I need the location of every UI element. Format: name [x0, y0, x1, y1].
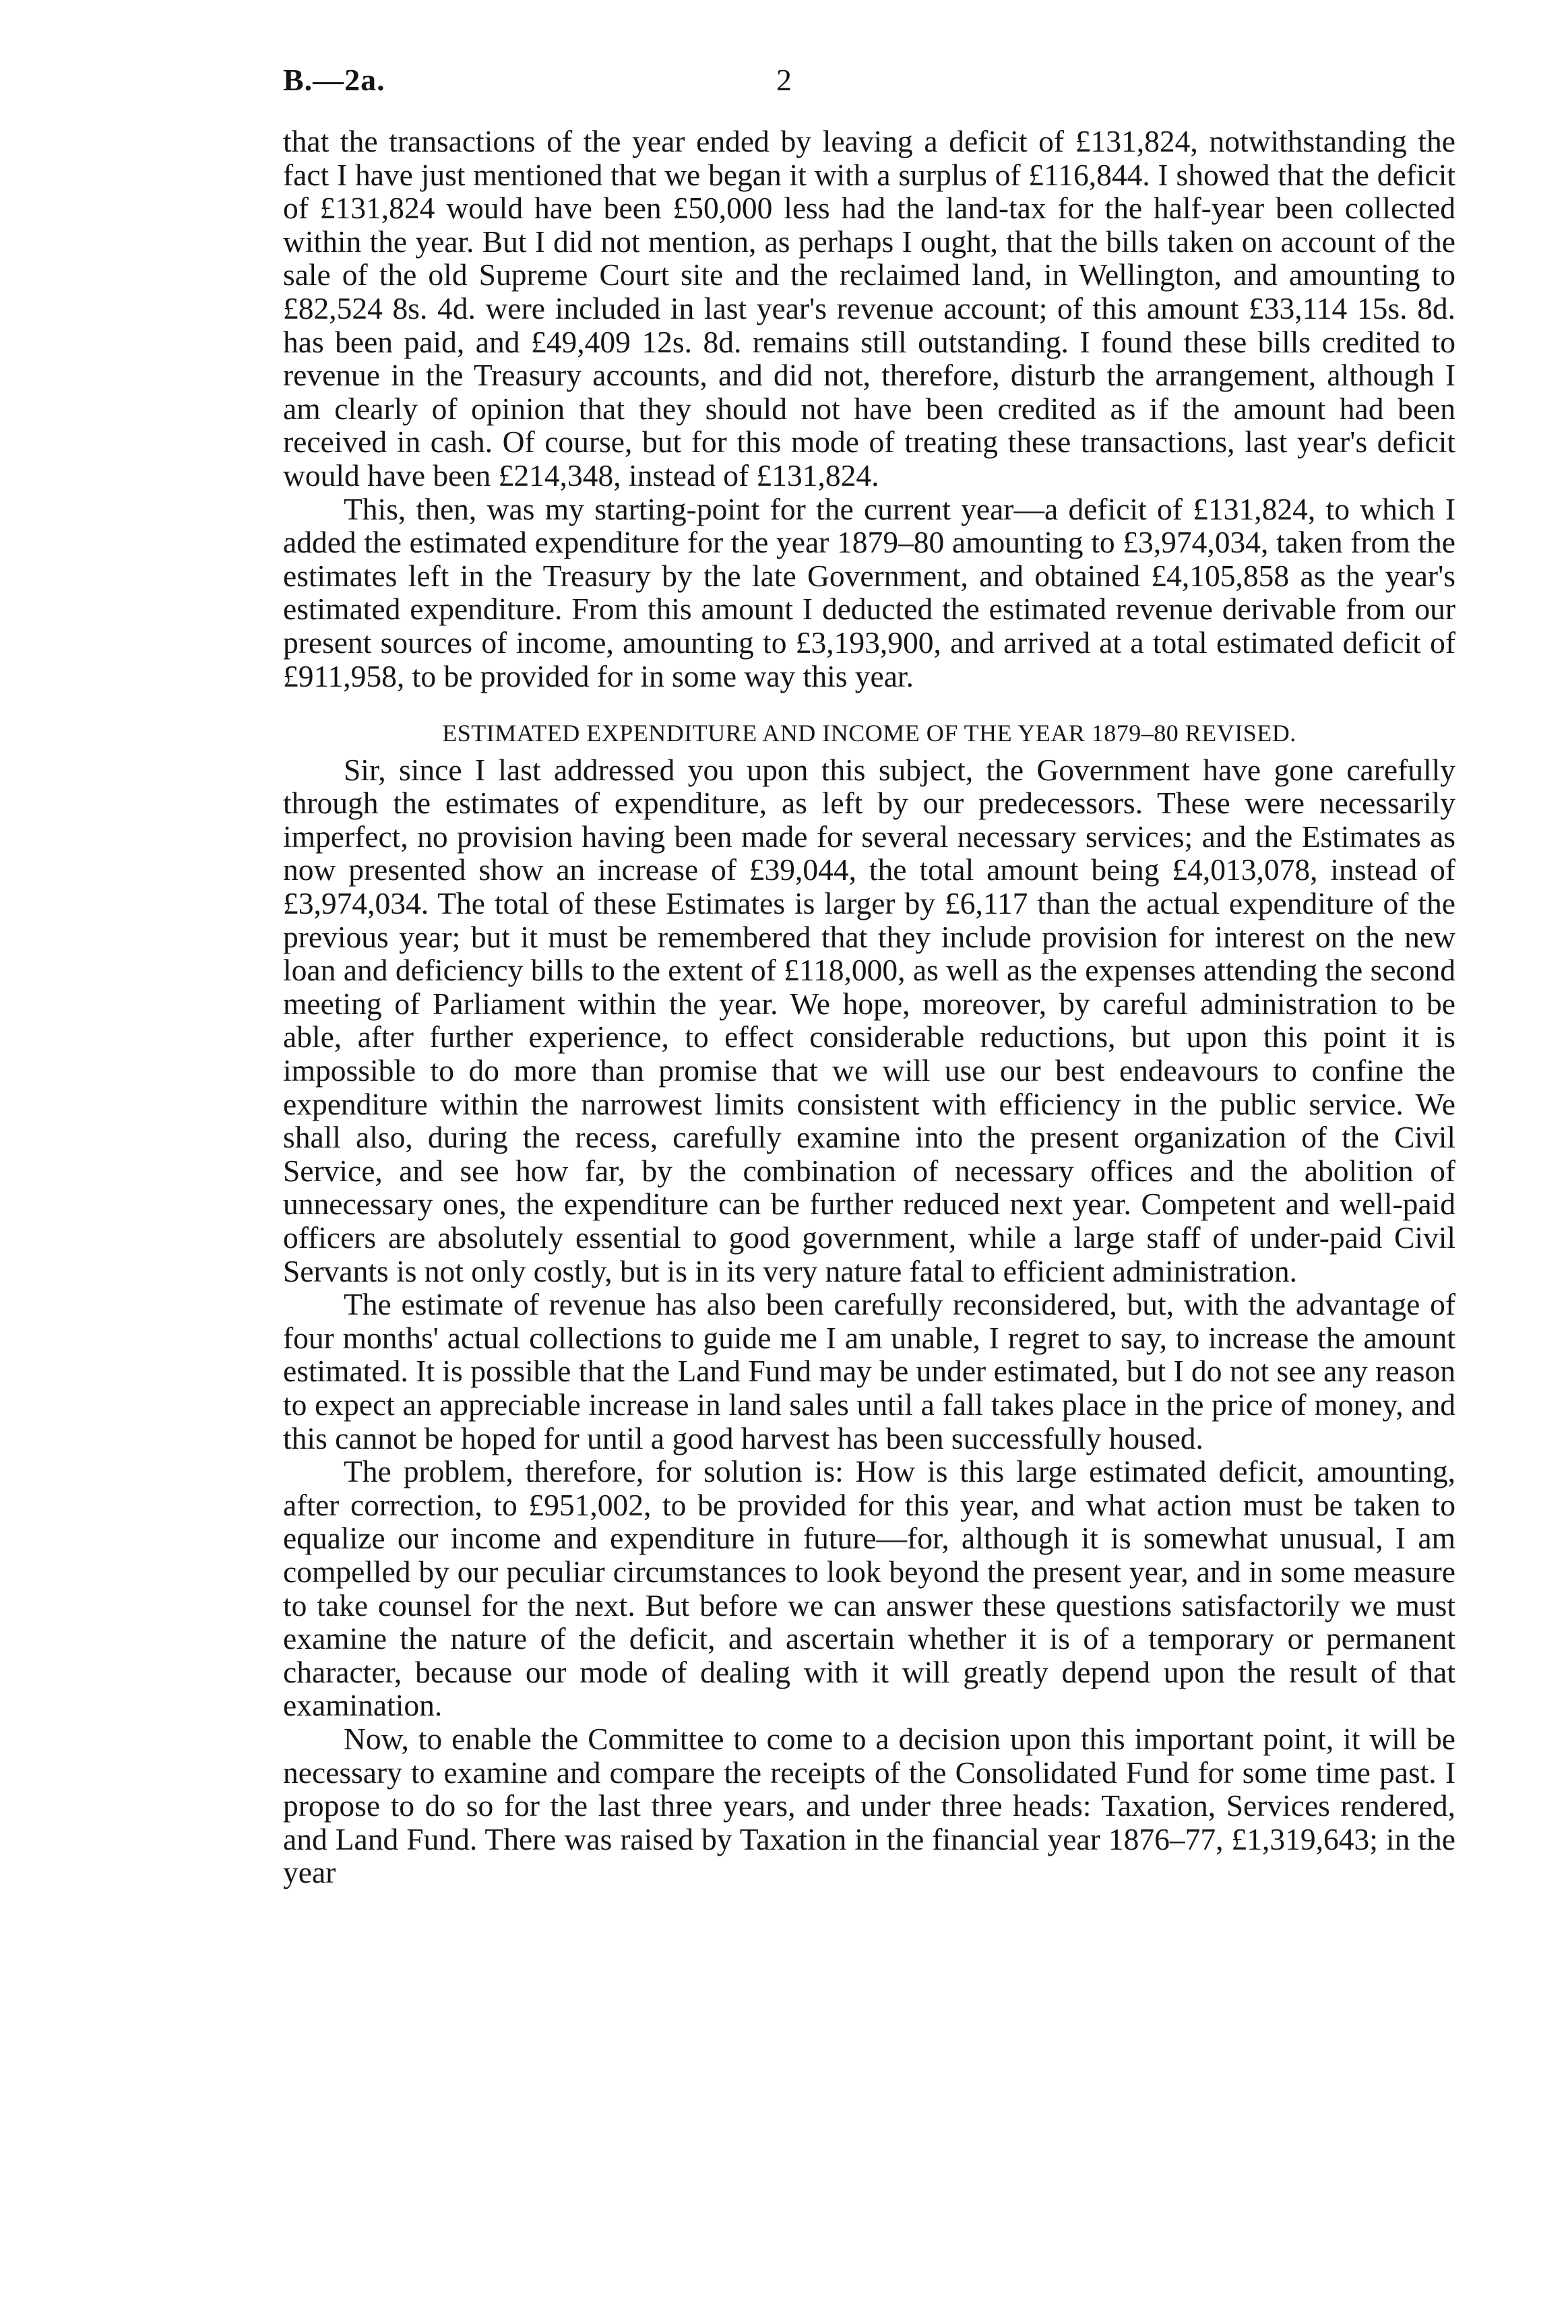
page-reference: B.—2a. — [283, 63, 385, 97]
paragraph-continuation: that the transactions of the year ended by leaving a deficit of £131,824, notwithstanding the fact I have just mentioned that we began it with a surplus of £116,844. I showed that the deficit of £131,824 would have been £50,000 less had the land-tax for the half-year been collected within the year. But I did not mention, as perhaps I ought, that the bills taken on account of the sale of the old Supreme Court site and the reclaimed land, in Wellington, and amounting to £82,524 8s. 4d. were included in last year's revenue account; of this amount £33,114 15s. 8d. has been paid, and £49,409 12s. 8d. remains still outstanding. I found these bills credited to revenue in the Treasury accounts, and did not, therefore, disturb the arrangement, although I am clearly of opinion that they should not have been credited as if the amount had been received in cash. Of course, but for this mode of treating these transactions, last year's deficit would have been £214,348, instead of £131,824. — [283, 124, 1455, 493]
body-text — [283, 125, 1455, 1889]
paragraph-estimates-revised: Sir, since I last addressed you upon this subject, the Government have gone carefully through the estimates of expenditure, as left by our predecessors. These were necessarily imperfect, no provision having been made for several necessary services; and the Estimates as now presented show an increase of £39,044, the total amount being £4,013,078, instead of £3,974,034. The total of these Estimates is larger by £6,117 than the actual expenditure of the previous year; but it must be remembered that they include provision for interest on the new loan and deficiency bills to the extent of £118,000, as well as the expenses attending the second meeting of Parliament within the year. We hope, moreover, by careful administration to be able, after further experience, to effect considerable reductions, but upon this point it is impossible to do more than promise that we will use our best endeavours to confine the expenditure within the narrowest limits consistent with efficiency in the public service. We shall also, during the recess, carefully examine into the present organization of the Civil Service, and see how far, by the combination of necessary offices and the abolition of unnecessary ones, the expenditure can be further reduced next year. Competent and well-paid officers are absolutely essential to good government, while a large staff of under-paid Civil Servants is not only costly, but is in its very nature fatal to efficient administration. — [283, 752, 1455, 1288]
paragraph-starting-point: This, then, was my starting-point for the current year—a deficit of £131,824, to which I added the estimated expenditure for the year 1879–80 amounting to £3,974,034, taken from the estimates left in the Treasury by the late Government, and obtained £4,105,858 as the year's estimated expenditure. From this amount I deducted the estimated revenue derivable from our present sources of income, amounting to £3,193,900, and arrived at a total estimated deficit of £911,958, to be provided for in some way this year. — [283, 491, 1455, 693]
page-header — [0, 62, 1568, 109]
paragraph-problem: The problem, therefore, for solution is: How is this large estimated deficit, amounting, after correction, to £951,002, to be provided for this year, and what action must be taken to equalize our income and expenditure in future—for, although it is somewhat unusual, I am compelled by our peculiar circumstances to look beyond the present year, and in some measure to take counsel for the next. But before we can answer these questions satisfactorily we must examine the nature of the deficit, and ascertain whether it is of a temporary or permanent character, because our mode of dealing with it will greatly depend upon the result of that examination. — [283, 1454, 1455, 1723]
paragraph-consolidated-fund: Now, to enable the Committee to come to a decision upon this important point, it will be necessary to examine and compare the receipts of the Consolidated Fund for some time past. I propose to do so for the last three years, and under three heads: Taxation, Services rendered, and Land Fund. There was raised by Taxation in the financial year 1876–77, £1,319,643; in the year — [283, 1721, 1455, 1890]
section-heading: ESTIMATED EXPENDITURE AND INCOME OF THE YEAR 1879–80 REVISED. — [442, 720, 1296, 747]
page-number: 2 — [776, 63, 792, 97]
paragraph-revenue-estimate: The estimate of revenue has also been carefully reconsidered, but, with the advantage of four months' actual collections to guide me I am unable, I regret to say, to increase the amount estimated. It is possible that the Land Fund may be under estimated, but I do not see any reason to expect an appreciable increase in land sales until a fall takes place in the price of money, and this cannot be hoped for until a good harvest has been successfully housed. — [283, 1287, 1455, 1455]
